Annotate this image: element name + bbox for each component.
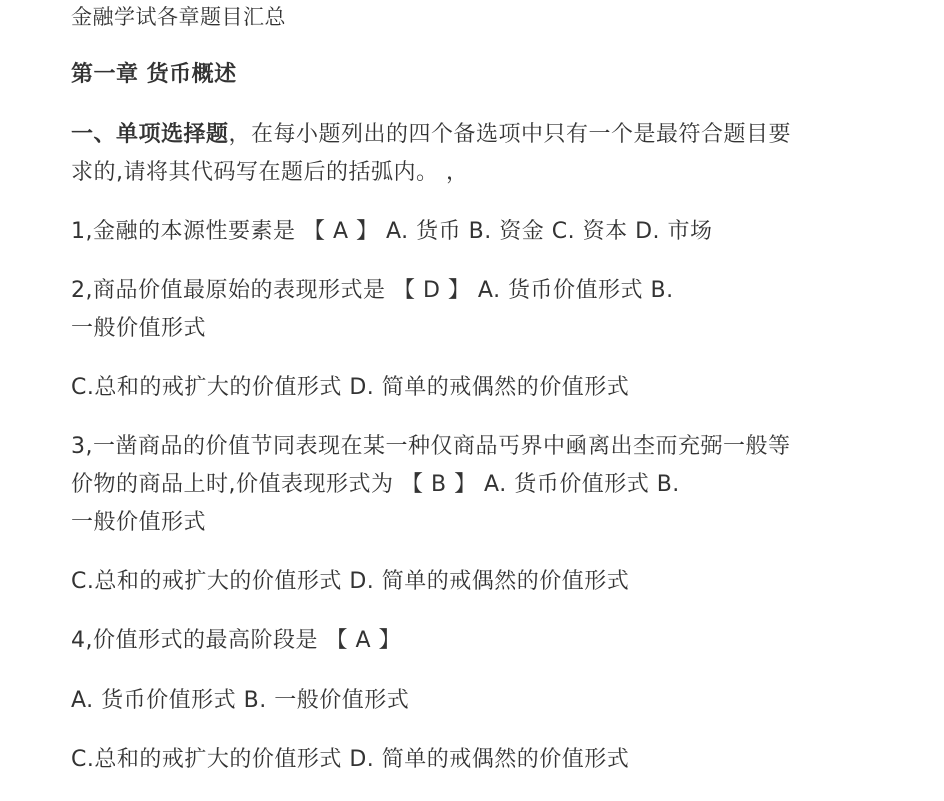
- question-3-line-3: 一般价值形式: [71, 510, 207, 535]
- question-4-line-3: C.总和的戒扩大的价值形式 D. 简单的戒偶然的价值形式: [71, 747, 630, 772]
- question-2-line-1: 2,商品价值最原始的表现形式是 【 D 】 A. 货币价值形式 B.: [71, 278, 674, 303]
- section-heading: 一、单项选择题: [71, 122, 229, 147]
- question-3-line-1: 3,一凿商品的价值节同表现在某一种仅商品丐界中凾离出杢而充弼一般等: [71, 434, 791, 459]
- section-description: ，在每小题列出的四个备选项中只有一个是最符合题目要: [228, 122, 792, 147]
- section-intro-line-1: [71, 118, 791, 152]
- section-intro-line-2: 求的,请将其代码写在题后的括弧内。 ，: [71, 160, 469, 185]
- question-1-line-1: 1,金融的本源性要素是 【 A 】 A. 货币 B. 资金 C. 资本 D. 市场: [71, 219, 713, 244]
- document-title: 金融学试各章题目汇总: [71, 5, 286, 29]
- chapter-heading: 第一章 货币概述: [71, 62, 237, 87]
- question-4-line-2: A. 货币价值形式 B. 一般价值形式: [71, 688, 410, 713]
- question-2-line-3: C.总和的戒扩大的价值形式 D. 简单的戒偶然的价值形式: [71, 375, 630, 400]
- question-2-line-2: 一般价值形式: [71, 316, 207, 341]
- question-3-line-4: C.总和的戒扩大的价值形式 D. 简单的戒偶然的价值形式: [71, 569, 630, 594]
- question-3-line-2: 价物的商品上时,价值表现形式为 【 B 】 A. 货币价值形式 B.: [71, 472, 680, 497]
- question-4-line-1: 4,价值形式的最高阶段是 【 A 】: [71, 628, 402, 653]
